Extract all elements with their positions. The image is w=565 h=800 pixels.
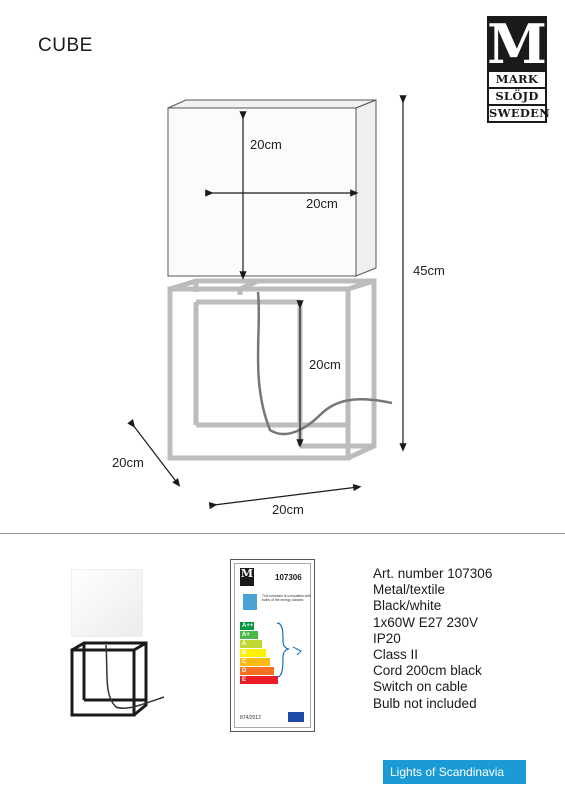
lamp-shade xyxy=(168,100,376,276)
energy-class-c: C xyxy=(240,658,270,666)
energy-art-number: 107306 xyxy=(275,573,302,582)
energy-class-aplus: A+ xyxy=(240,631,258,639)
spec-bulb-included: Bulb not included xyxy=(373,695,477,711)
energy-note: This luminaire is compatible with bulbs of the energy classes: xyxy=(262,594,311,603)
energy-class-e: E xyxy=(240,676,278,684)
product-photo xyxy=(56,565,166,725)
energy-class-a: A xyxy=(240,640,262,648)
spec-class: Class II xyxy=(373,647,419,663)
energy-brand-logo: M xyxy=(240,568,254,586)
bulb-icon xyxy=(243,594,257,610)
spec-ip: IP20 xyxy=(373,630,401,646)
spec-material: Metal/textile xyxy=(373,582,446,598)
energy-class-b: B xyxy=(240,649,266,657)
footer-tagline: Lights of Scandinavia xyxy=(383,760,526,784)
dim-frame-height: 20cm xyxy=(309,357,341,372)
energy-class-aplusplus: A++ xyxy=(242,623,254,629)
dim-width: 20cm xyxy=(272,502,304,517)
spec-list xyxy=(373,566,492,712)
dim-total-height: 45cm xyxy=(413,263,445,278)
spec-color: Black/white xyxy=(373,598,442,614)
spec-bulb: 1x60W E27 230V xyxy=(373,614,479,630)
energy-regulation: 874/2012 xyxy=(240,715,261,721)
product-title: CUBE xyxy=(38,35,93,56)
logo-line-1: MARK xyxy=(487,72,547,89)
logo-mark: M xyxy=(487,12,547,76)
energy-label xyxy=(230,559,315,732)
logo-line-3: SWEDEN xyxy=(487,106,547,123)
dim-shade-height: 20cm xyxy=(250,137,282,152)
spec-cord: Cord 200cm black xyxy=(373,663,482,679)
eu-flag-icon xyxy=(288,712,304,722)
logo-line-2: SLÖJD xyxy=(487,89,547,106)
energy-class-d: D xyxy=(240,667,274,675)
spec-art-number: Art. number 107306 xyxy=(373,566,493,581)
compatibility-bracket xyxy=(275,621,309,679)
dim-shade-width: 20cm xyxy=(306,196,338,211)
spec-switch: Switch on cable xyxy=(373,679,468,695)
section-divider xyxy=(0,533,565,534)
dim-depth: 20cm xyxy=(112,455,144,470)
